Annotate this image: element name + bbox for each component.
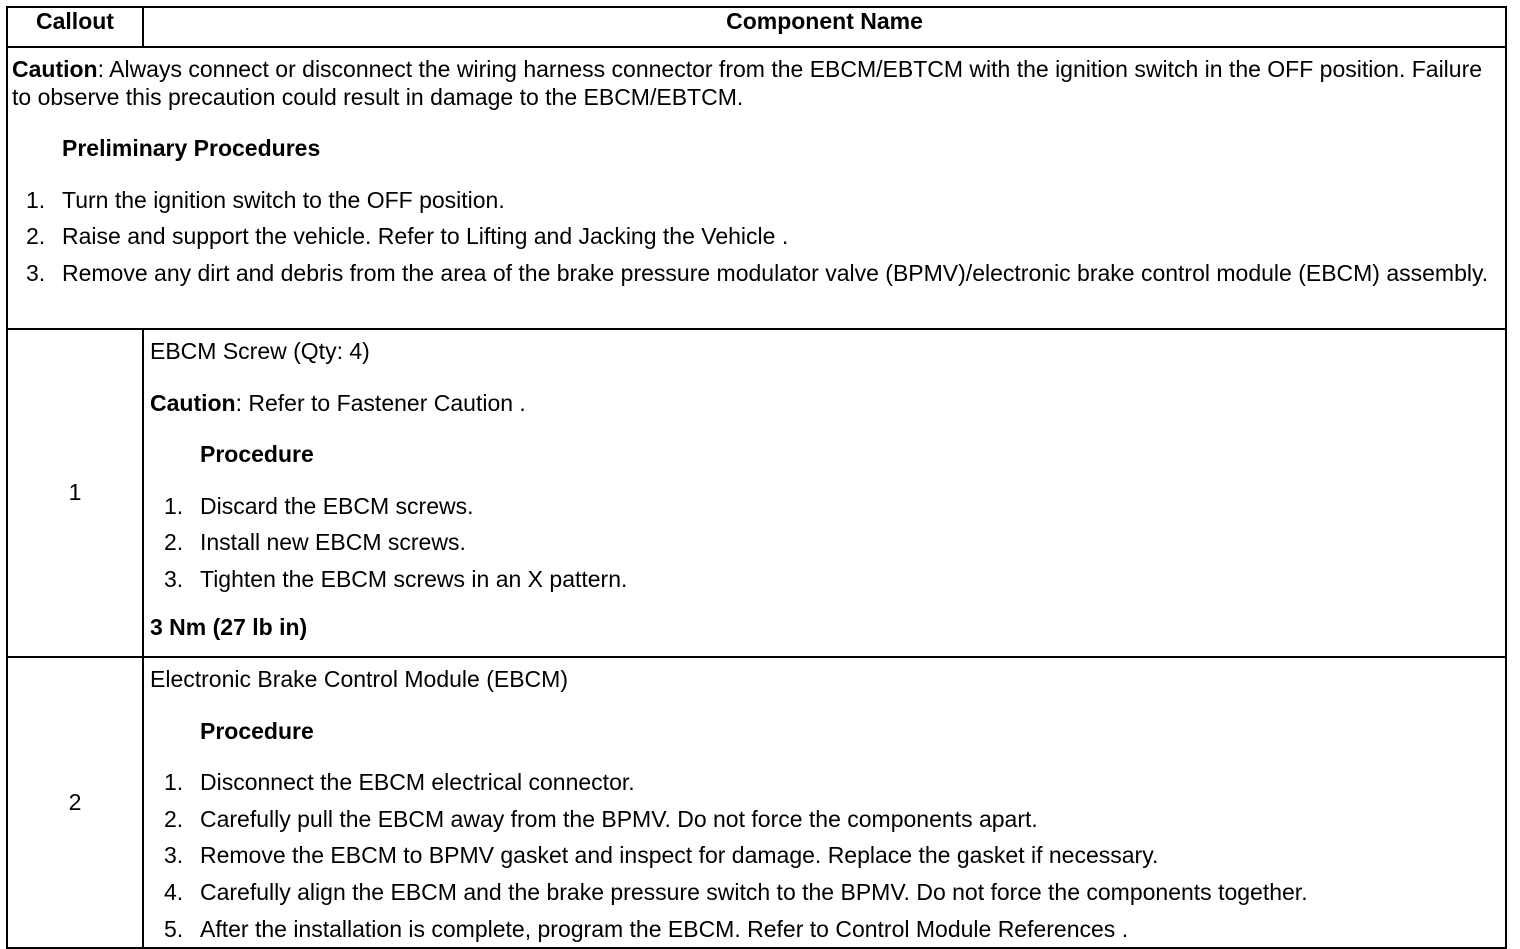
step-text: Carefully align the EBCM and the brake pressure switch to the BPMV. Do not force the components together. bbox=[200, 878, 1308, 905]
list-item: 2. Install new EBCM screws. bbox=[164, 529, 466, 556]
callout-number: 1 bbox=[7, 329, 143, 657]
component-name: EBCM Screw (Qty: 4) bbox=[150, 338, 370, 364]
preliminary-steps bbox=[12, 187, 1501, 288]
step-text: Disconnect the EBCM electrical connector. bbox=[200, 769, 635, 796]
procedure-heading: Procedure bbox=[200, 717, 314, 744]
component-name: Electronic Brake Control Module (EBCM) bbox=[150, 666, 568, 692]
list-item: 3. Remove any dirt and debris from the area of the brake pressure modulator valve (BPMV)/electronic brake control module (EBCM) assembly. bbox=[26, 259, 1489, 286]
callout-number: 2 bbox=[7, 657, 143, 948]
list-item: 2. Raise and support the vehicle. Refer to Lifting and Jacking the Vehicle . bbox=[26, 223, 789, 250]
list-item: 3. Tighten the EBCM screws in an X pattern. bbox=[164, 565, 628, 592]
component-name-header: Component Name bbox=[143, 7, 1506, 47]
caution-text: : Refer to Fastener Caution . bbox=[235, 389, 526, 416]
row-caution bbox=[150, 390, 1499, 418]
component-table bbox=[6, 6, 1507, 949]
step-text: After the installation is complete, program the EBCM. Refer to Control Module References . bbox=[200, 915, 1129, 942]
step-text: Turn the ignition switch to the OFF position. bbox=[62, 186, 505, 213]
preliminary-heading: Preliminary Procedures bbox=[62, 135, 321, 162]
procedure-steps bbox=[150, 769, 1499, 943]
caution-label: Caution bbox=[12, 56, 98, 82]
intro-caution bbox=[12, 56, 1501, 111]
list-item: 3. Remove the EBCM to BPMV gasket and inspect for damage. Replace the gasket if necessary. bbox=[164, 842, 1159, 869]
caution-text: : Always connect or disconnect the wiring harness connector from the EBCM/EBTCM with the ignition switch in the OFF position. Failure to observe this precaution could result in damage to the EBCM/EBTCM. bbox=[12, 56, 1483, 110]
torque-spec: 3 Nm (27 lb in) bbox=[150, 613, 308, 640]
step-text: Remove any dirt and debris from the area of the brake pressure modulator valve (BPMV)/electronic brake control module (EBCM) assembly. bbox=[62, 259, 1489, 286]
step-text: Remove the EBCM to BPMV gasket and inspect for damage. Replace the gasket if necessary. bbox=[200, 842, 1159, 869]
component-cell bbox=[143, 329, 1506, 657]
step-text: Install new EBCM screws. bbox=[200, 529, 466, 556]
table-header-row bbox=[7, 7, 1506, 47]
list-item: 1. Turn the ignition switch to the OFF position. bbox=[26, 186, 505, 213]
step-text: Tighten the EBCM screws in an X pattern. bbox=[200, 565, 628, 592]
caution-label: Caution bbox=[150, 389, 236, 416]
step-text: Raise and support the vehicle. Refer to Lifting and Jacking the Vehicle . bbox=[62, 223, 789, 250]
list-item: 1. Disconnect the EBCM electrical connector. bbox=[164, 769, 635, 796]
procedure-steps bbox=[150, 493, 1499, 594]
step-text: Discard the EBCM screws. bbox=[200, 492, 474, 519]
list-item: 1. Discard the EBCM screws. bbox=[164, 492, 474, 519]
component-cell bbox=[143, 657, 1506, 948]
intro-row bbox=[7, 47, 1506, 329]
list-item: 4. Carefully align the EBCM and the brake pressure switch to the BPMV. Do not force the components together. bbox=[164, 878, 1308, 905]
intro-cell bbox=[7, 47, 1506, 329]
step-text: Carefully pull the EBCM away from the BPMV. Do not force the components apart. bbox=[200, 805, 1038, 832]
table-row bbox=[7, 657, 1506, 948]
procedure-heading: Procedure bbox=[200, 441, 314, 468]
list-item: 5. After the installation is complete, program the EBCM. Refer to Control Module References . bbox=[164, 915, 1129, 942]
list-item: 2. Carefully pull the EBCM away from the BPMV. Do not force the components apart. bbox=[164, 805, 1038, 832]
table-row bbox=[7, 329, 1506, 657]
callout-header: Callout bbox=[7, 7, 143, 47]
